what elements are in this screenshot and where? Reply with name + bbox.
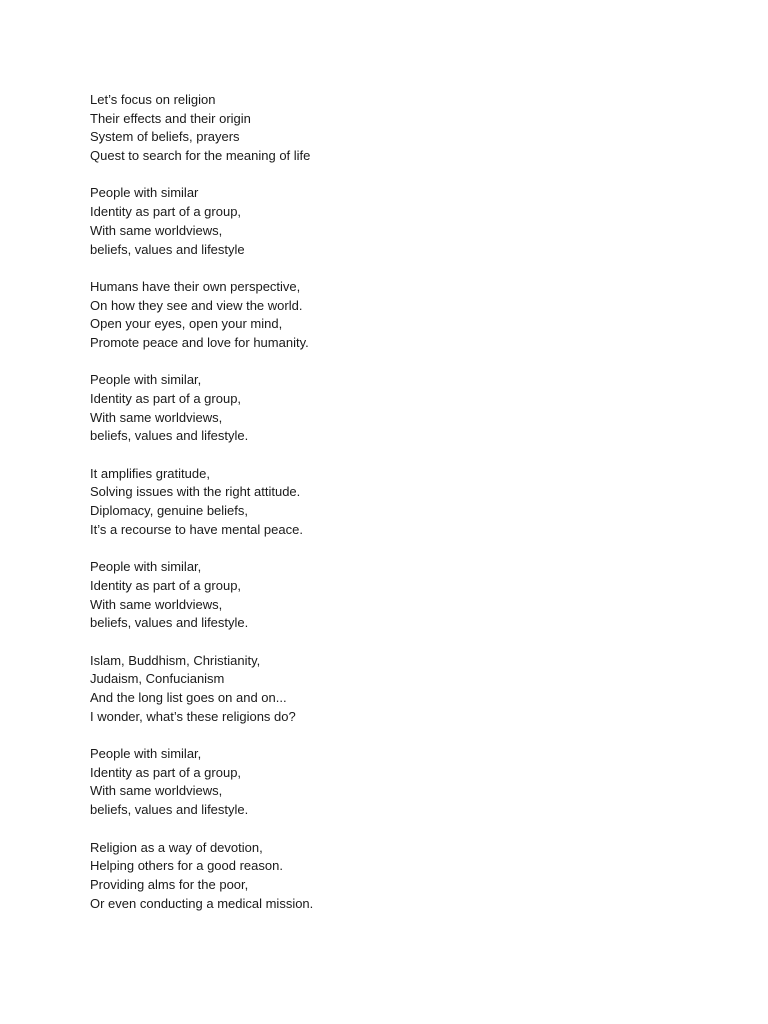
stanza-5 xyxy=(90,465,690,540)
poem-line: It amplifies gratitude, xyxy=(90,465,210,481)
poem-line: Islam, Buddhism, Christianity, xyxy=(90,652,261,668)
poem-line: Identity as part of a group, xyxy=(90,577,242,593)
poem-line: On how they see and view the world. xyxy=(90,297,303,313)
poem-line: Identity as part of a group, xyxy=(90,391,242,406)
poem-line: With same worldviews, xyxy=(90,783,223,799)
poem-body xyxy=(90,91,690,932)
stanza-7 xyxy=(90,652,690,727)
poem-line: System of beliefs, prayers xyxy=(90,129,240,145)
poem-line: With same worldviews, xyxy=(90,222,223,238)
poem-line: Promote peace and love for humanity. xyxy=(90,334,309,350)
poem-line: People with similar, xyxy=(90,372,202,388)
poem-line: Humans have their own perspective, xyxy=(90,278,301,294)
poem-line: People with similar, xyxy=(90,559,202,575)
poem-line: Open your eyes, open your mind, xyxy=(90,316,283,332)
poem-line: It’s a recourse to have mental peace. xyxy=(90,521,303,537)
poem-line: Identity as part of a group, xyxy=(90,764,242,780)
poem-line: Identity as part of a group, xyxy=(90,204,242,220)
poem-line: Judaism, Confucianism xyxy=(90,671,225,687)
poem-line: Let’s focus on religion xyxy=(90,92,216,107)
poem-line: beliefs, values and lifestyle xyxy=(90,241,245,257)
poem-line: Diplomacy, genuine beliefs, xyxy=(90,503,249,519)
poem-line: Or even conducting a medical mission. xyxy=(90,895,314,911)
stanza-4 xyxy=(90,371,690,446)
stanza-1 xyxy=(90,91,690,166)
poem-line: With same worldviews, xyxy=(90,596,223,612)
poem-line: beliefs, values and lifestyle. xyxy=(90,428,249,444)
poem-line: I wonder, what’s these religions do? xyxy=(90,708,296,724)
poem-line: People with similar, xyxy=(90,746,202,762)
poem-line: Quest to search for the meaning of life xyxy=(90,148,311,164)
stanza-8 xyxy=(90,745,690,820)
stanza-2 xyxy=(90,184,690,259)
poem-line: Providing alms for the poor, xyxy=(90,876,249,892)
stanza-9 xyxy=(90,839,690,914)
stanza-6 xyxy=(90,558,690,633)
poem-line: beliefs, values and lifestyle. xyxy=(90,802,249,818)
poem-line: People with similar xyxy=(90,185,199,201)
poem-line: Solving issues with the right attitude. xyxy=(90,484,301,500)
poem-line: Helping others for a good reason. xyxy=(90,858,283,874)
poem-line: Their effects and their origin xyxy=(90,110,251,126)
poem-line: beliefs, values and lifestyle. xyxy=(90,615,249,631)
poem-line: With same worldviews, xyxy=(90,409,223,425)
stanza-3 xyxy=(90,278,690,353)
poem-line: And the long list goes on and on... xyxy=(90,690,287,705)
poem-line: Religion as a way of devotion, xyxy=(90,839,263,855)
